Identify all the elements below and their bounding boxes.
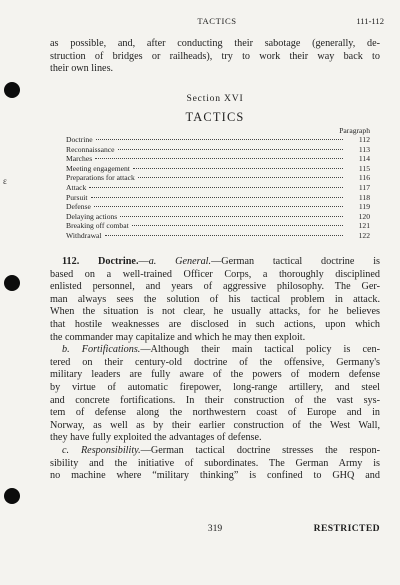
toc-leader [94, 206, 343, 207]
section-title: TACTICS [185, 110, 245, 124]
toc-entry [66, 202, 370, 212]
paragraph-range: 111-112 [356, 16, 384, 26]
table-of-contents [66, 126, 370, 241]
toc-label: Breaking off combat [66, 221, 129, 231]
running-head-title: TACTICS [197, 16, 237, 26]
text-line: as possible, and, after conducting their sabotage (generally, de- [50, 38, 380, 49]
toc-leader [105, 235, 343, 236]
subparagraph-title: b. Fortifications. [62, 344, 141, 356]
text-run: —German tactical doctrine is [211, 256, 380, 267]
toc-entry [66, 145, 370, 155]
text-line: Norway, as well as by their earlier construction of the West Wall, [50, 419, 380, 431]
text-line: that hostile weaknesses are disclosed in such actions, upon which [50, 318, 380, 330]
toc-paragraph: 114 [358, 154, 370, 164]
classification-marking: RESTRICTED [313, 523, 380, 534]
text-line: they have fully exploited the advantages of defense. [50, 432, 262, 444]
toc-leader [89, 187, 343, 188]
toc-leader [118, 149, 344, 150]
toc-leader [138, 177, 343, 178]
text-line: man always sees the solution of his tactical problem in attack. [50, 293, 380, 305]
margin-mark: ε [3, 176, 7, 186]
toc-paragraph: 122 [358, 230, 370, 240]
toc-leader [95, 158, 343, 159]
toc-leader [91, 197, 343, 198]
section-label: Section XVI [186, 93, 244, 104]
toc-leader [120, 216, 343, 217]
text-line: by virtue of automatic firepower, long-range artillery, and steel [50, 381, 380, 393]
text-line: struction of bridges or railheads), try to work their way back to [50, 50, 380, 62]
subparagraph-title: c. Responsibility. [62, 444, 141, 456]
toc-label: Marches [66, 154, 93, 164]
toc-label: Pursuit [66, 192, 88, 202]
paragraph-heading: 112. Doctrine. [62, 256, 139, 267]
toc-label: Attack [66, 182, 87, 192]
text-line: military leaders are fully aware of the powers of modern defense [50, 369, 380, 381]
text-line: their own lines. [50, 63, 114, 75]
text-line: When the situation is not clear, he usually attacks, for he believes [50, 306, 380, 318]
toc-paragraph: 121 [358, 221, 370, 231]
toc-paragraph: 113 [358, 144, 370, 154]
toc-paragraph: 112 [358, 135, 370, 144]
toc-entry [66, 135, 370, 145]
toc-entry [66, 173, 370, 183]
toc-paragraph: 119 [358, 202, 370, 212]
page-footer [50, 523, 380, 537]
toc-paragraph: 115 [358, 163, 370, 173]
page-number: 319 [207, 523, 223, 534]
paragraph-first-line: 112. Doctrine.—a. General.—German tactical doctrine is [62, 256, 380, 267]
toc-paragraph: 120 [358, 211, 370, 221]
text-line: tem of defense along the northwestern coast of Europe and in [50, 407, 380, 419]
toc-entry [66, 193, 370, 203]
text-run: —Although their main tactical policy is cen- [140, 344, 380, 356]
paragraph-first-line [50, 445, 380, 458]
punch-hole [4, 275, 20, 291]
paragraph-first-line [50, 344, 380, 357]
text-line: tered on their century-old doctrine of the offensive, Germany's [50, 356, 380, 368]
text-line: sibility and the initiative of subordinates. The German Army is [50, 457, 380, 469]
toc-paragraph: 118 [358, 192, 370, 202]
toc-label: Preparations for attack [66, 173, 135, 183]
toc-entry [66, 183, 370, 193]
toc-label: Doctrine [66, 135, 93, 144]
toc-leader [133, 168, 343, 169]
subparagraph-title: a. General. [148, 256, 212, 267]
toc-leader [96, 139, 343, 140]
text-line: no machine where “military thinking” is confined to GHQ and [50, 470, 380, 482]
toc-entry [66, 221, 370, 231]
text-line: and concrete fortifications. In their construction of the vast sys- [50, 394, 380, 406]
text-line: enlisted personnel, and years of aggressive philosophy. The Ger- [50, 281, 380, 293]
text-line: based on a well-trained Officer Corps, a thoroughly disciplined [50, 268, 380, 280]
body-text [50, 256, 380, 483]
toc-label: Defense [66, 202, 91, 212]
toc-label: Delaying actions [66, 211, 118, 221]
toc-column-header: Paragraph [339, 126, 370, 135]
text-line: the commander may capitalize and which he may then exploit. [50, 331, 306, 343]
toc-leader [132, 225, 343, 226]
running-head [50, 16, 384, 28]
toc-entry [66, 164, 370, 174]
punch-hole [4, 82, 20, 98]
toc-entry [66, 212, 370, 222]
punch-hole [4, 488, 20, 504]
toc-paragraph: 117 [358, 182, 370, 192]
toc-paragraph: 116 [358, 173, 370, 183]
toc-label: Withdrawal [66, 230, 102, 240]
toc-entry [66, 231, 370, 241]
toc-label: Meeting engagement [66, 163, 130, 173]
text-run: —German tactical doctrine stresses the respon- [140, 444, 380, 456]
toc-label: Reconnaissance [66, 144, 115, 154]
toc-entry [66, 154, 370, 164]
intro-text [50, 38, 380, 76]
